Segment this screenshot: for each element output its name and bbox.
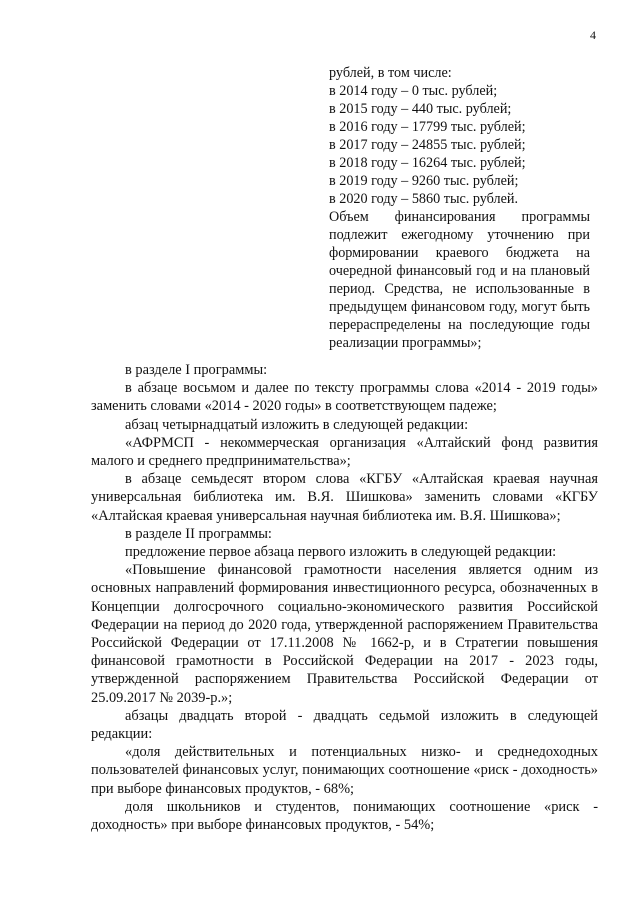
financing-line: в 2015 году – 440 тыс. рублей; — [329, 101, 512, 117]
paragraph-section-2: в разделе II программы: — [125, 525, 272, 542]
paragraph: «Повышение финансовой грамотности населения является одним из основных направлений формирования инвестиционного ресурса, обозначенных в Концепции долгосрочного социально-экономического развития Российской Федерации на период до 2020 года, утвержденной распоряжением Правительства Российской Федерации от 17.11.2008 № 1662-р, и в Стратегии повышения финансовой грамотности в Российской Федерации на 2017 - 2023 годы, утвержденной распоряжением Правительства Российской Федерации от 25.09.2017 № 2039-р.»; — [91, 562, 598, 706]
financing-line: в 2018 году – 16264 тыс. рублей; — [329, 155, 526, 171]
paragraph: предложение первое абзаца первого изложить в следующей редакции: — [125, 544, 557, 561]
paragraph: доля школьников и студентов, понимающих соотношение «риск - доходность» при выборе финансовых продуктов, - 54%; — [91, 798, 598, 834]
paragraph: в абзаце восьмом и далее по тексту программы слова «2014 - 2019 годы» заменить словами «2014 - 2020 годы» в соответствующем падеже; — [91, 380, 598, 415]
financing-block — [329, 64, 590, 352]
page-number: 4 — [590, 28, 596, 42]
financing-line: в 2019 году – 9260 тыс. рублей; — [329, 173, 519, 189]
paragraph: абзацы двадцать второй - двадцать седьмой изложить в следующей редакции: — [91, 707, 598, 743]
paragraph-section-1: в разделе I программы: — [125, 362, 268, 378]
financing-line: в 2016 году – 17799 тыс. рублей; — [329, 119, 526, 135]
financing-line: в 2017 году – 24855 тыс. рублей; — [329, 137, 526, 153]
paragraph: «доля действительных и потенциальных низко- и среднедоходных пользователей финансовых услуг, понимающих соотношение «риск - доходность» при выборе финансовых продуктов, - 68%; — [91, 744, 598, 797]
financing-line: в 2020 году – 5860 тыс. рублей. — [329, 191, 519, 207]
paragraph: абзац четырнадцатый изложить в следующей редакции: — [125, 416, 469, 433]
financing-line: рублей, в том числе: — [329, 65, 452, 81]
paragraph: в абзаце семьдесят втором слова «КГБУ «Алтайская краевая научная универсальная библиотека им. В.Я. Шишкова» заменить словами «КГБУ «Алтайская краевая универсальная научная библиотека им. В.Я. Шишкова»; — [91, 471, 598, 524]
financing-note: Объем финансирования программы подлежит ежегодному уточнению при формировании краевого бюджета на очередной финансовый год и на плановый период. Средства, не использованные в предыдущем финансовом году, могут быть перераспределены на последующие годы реализации программы»; — [329, 209, 590, 351]
financing-line: в 2014 году – 0 тыс. рублей; — [329, 83, 498, 99]
paragraph: «АФРМСП - некоммерческая организация «Алтайский фонд развития малого и среднего предпринимательства»; — [91, 434, 598, 470]
document-body — [91, 361, 598, 834]
